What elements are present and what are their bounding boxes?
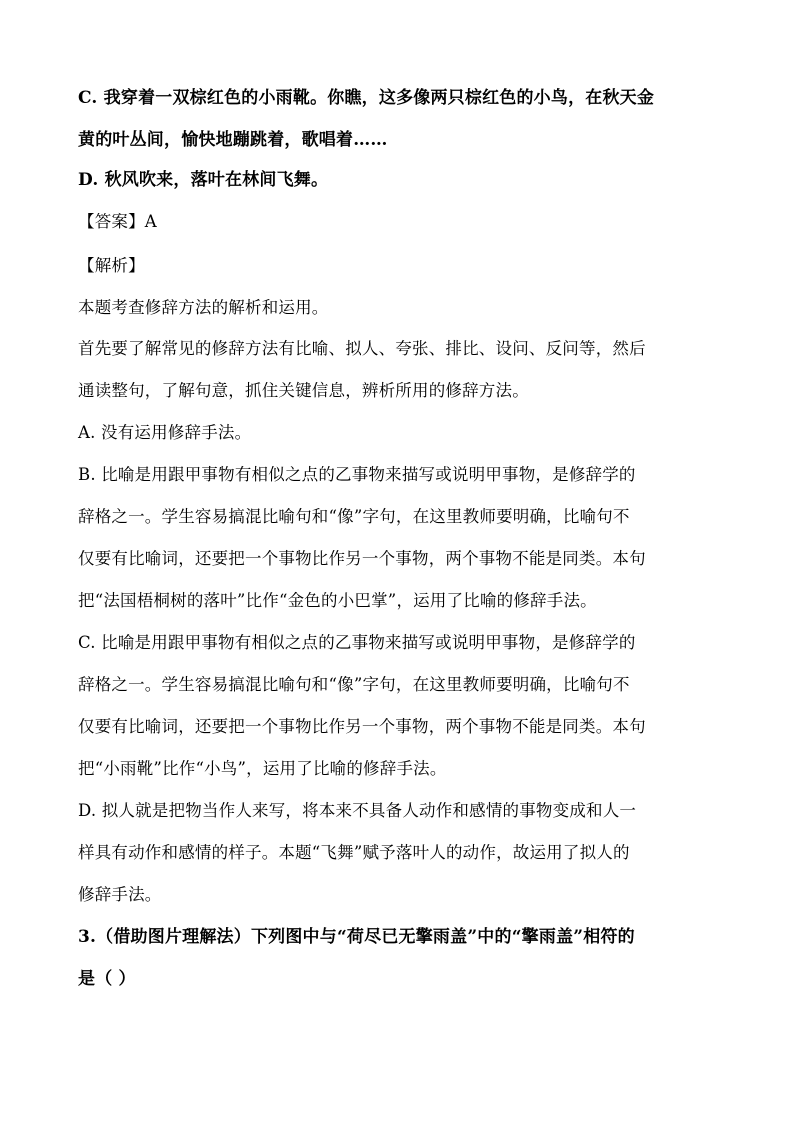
question-3-line-2: 是（ ）: [78, 969, 136, 989]
analysis-intro: 本题考查修辞方法的解析和运用。: [78, 298, 329, 317]
analysis-d-line-3: 修辞手法。: [78, 885, 162, 904]
analysis-c-line-2: 辞格之一。学生容易搞混比喻句和“像”字句，在这里教师要明确，比喻句不: [78, 675, 630, 694]
option-c-line-1: C. 我穿着一双棕红色的小雨靴。你瞧，这多像两只棕红色的小鸟，在秋天金: [78, 88, 655, 108]
analysis-b-line-2: 辞格之一。学生容易搞混比喻句和“像”字句，在这里教师要明确，比喻句不: [78, 507, 630, 526]
analysis-header: 【解析】: [78, 256, 145, 275]
option-d: D. 秋风吹来，落叶在林间飞舞。: [78, 170, 329, 190]
analysis-c-line-1: C. 比喻是用跟甲事物有相似之点的乙事物来描写或说明甲事物，是修辞学的: [78, 633, 636, 652]
analysis-d-line-2: 样具有动作和感情的样子。本题“飞舞”赋予落叶人的动作，故运用了拟人的: [78, 843, 630, 862]
analysis-method-line-1: 首先要了解常见的修辞方法有比喻、拟人、夸张、排比、设问、反问等，然后: [78, 339, 646, 358]
analysis-c-line-3: 仅要有比喻词，还要把一个事物比作另一个事物，两个事物不能是同类。本句: [78, 717, 646, 736]
analysis-d-line-1: D. 拟人就是把物当作人来写，将本来不具备人动作和感情的事物变成和人一: [78, 801, 637, 820]
analysis-a: A. 没有运用修辞手法。: [78, 423, 252, 442]
analysis-b-line-1: B. 比喻是用跟甲事物有相似之点的乙事物来描写或说明甲事物，是修辞学的: [78, 465, 636, 484]
analysis-b-line-4: 把“法国梧桐树的落叶”比作“金色的小巴掌”，运用了比喻的修辞手法。: [78, 591, 597, 610]
option-c-line-2: 黄的叶丛间，愉快地蹦跳着，歌唱着……: [78, 130, 388, 150]
analysis-method-line-2: 通读整句，了解句意，抓住关键信息，辨析所用的修辞方法。: [78, 381, 529, 400]
question-3-line-1: 3.（借助图片理解法）下列图中与“荷尽已无擎雨盖”中的“擎雨盖”相符的: [78, 927, 635, 947]
analysis-c-line-4: 把“小雨靴”比作“小鸟”，运用了比喻的修辞手法。: [78, 759, 447, 778]
answer-label: 【答案】A: [78, 212, 157, 231]
analysis-b-line-3: 仅要有比喻词，还要把一个事物比作另一个事物，两个事物不能是同类。本句: [78, 549, 646, 568]
